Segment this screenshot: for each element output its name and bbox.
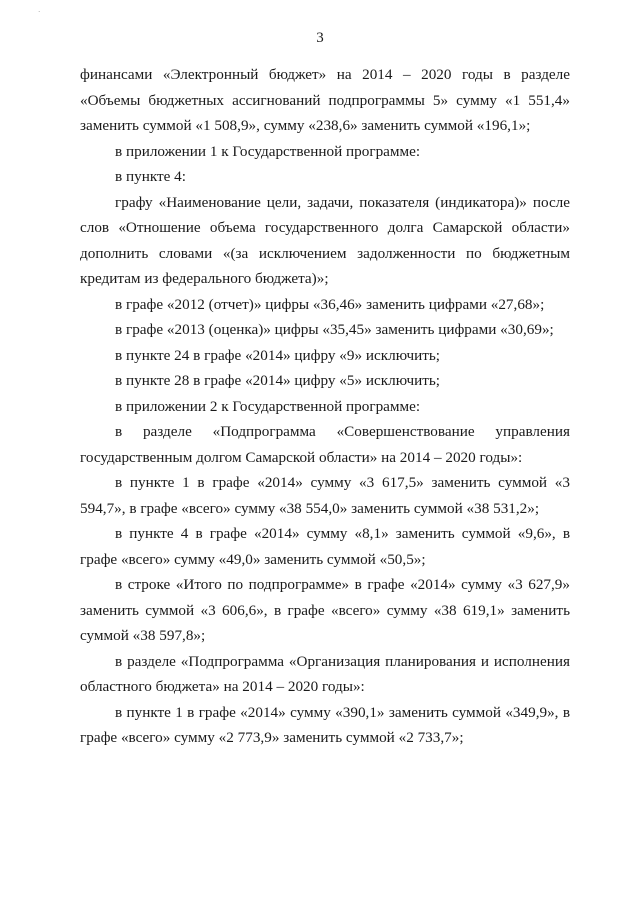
paragraph: в приложении 1 к Государственной программе:	[115, 142, 421, 160]
paragraph: в пункте 4:	[115, 168, 186, 185]
paragraph: графу «Наименование цели, задачи, показателя (индикатора)» после слов «Отношение объема государственного долга Самарской области» дополнить словами «(за исключением задолженности по бюджетным кредитам из федерального бюджета)»;	[80, 193, 570, 287]
paragraph: в приложении 2 к Государственной программе:	[115, 397, 421, 415]
paragraph: в пункте 24 в графе «2014» цифру «9» исключить;	[115, 346, 441, 364]
paragraph: в пункте 28 в графе «2014» цифру «5» исключить;	[115, 372, 441, 389]
paragraph: в пункте 1 в графе «2014» сумму «3 617,5» заменить суммой «3 594,7», в графе «всего» сумму «38 554,0» заменить суммой «38 531,2»;	[80, 474, 570, 517]
paragraph: в пункте 1 в графе «2014» сумму «390,1» заменить суммой «349,9», в графе «всего» сумму «2 773,9» заменить суммой «2 733,7»;	[80, 703, 570, 746]
paragraph: в графе «2012 (отчет)» цифры «36,46» заменить цифрами «27,68»;	[115, 295, 545, 313]
paragraph: в разделе «Подпрограмма «Совершенствование управления государственным долгом Самарской области» на 2014 – 2020 годы»:	[80, 423, 570, 466]
paragraph: в графе «2013 (оценка)» цифры «35,45» заменить цифрами «30,69»;	[115, 321, 554, 338]
paragraph: в разделе «Подпрограмма «Организация планирования и исполнения областного бюджета» на 2014 – 2020 годы»:	[80, 652, 570, 695]
paragraph: в строке «Итого по подпрограмме» в графе «2014» сумму «3 627,9» заменить суммой «3 606,6», в графе «всего» сумму «38 619,1» заменить суммой «38 597,8»;	[80, 576, 570, 644]
document-body	[80, 62, 570, 751]
scan-speck: ·	[38, 8, 41, 16]
paragraph: финансами «Электронный бюджет» на 2014 – 2020 годы в разделе «Объемы бюджетных ассигнований подпрограммы 5» сумму «1 551,4» заменить суммой «1 508,9», сумму «238,6» заменить суммой «196,1»;	[80, 66, 570, 134]
paragraph: в пункте 4 в графе «2014» сумму «8,1» заменить суммой «9,6», в графе «всего» сумму «49,0» заменить суммой «50,5»;	[80, 525, 570, 568]
page-number: 3	[316, 30, 324, 46]
